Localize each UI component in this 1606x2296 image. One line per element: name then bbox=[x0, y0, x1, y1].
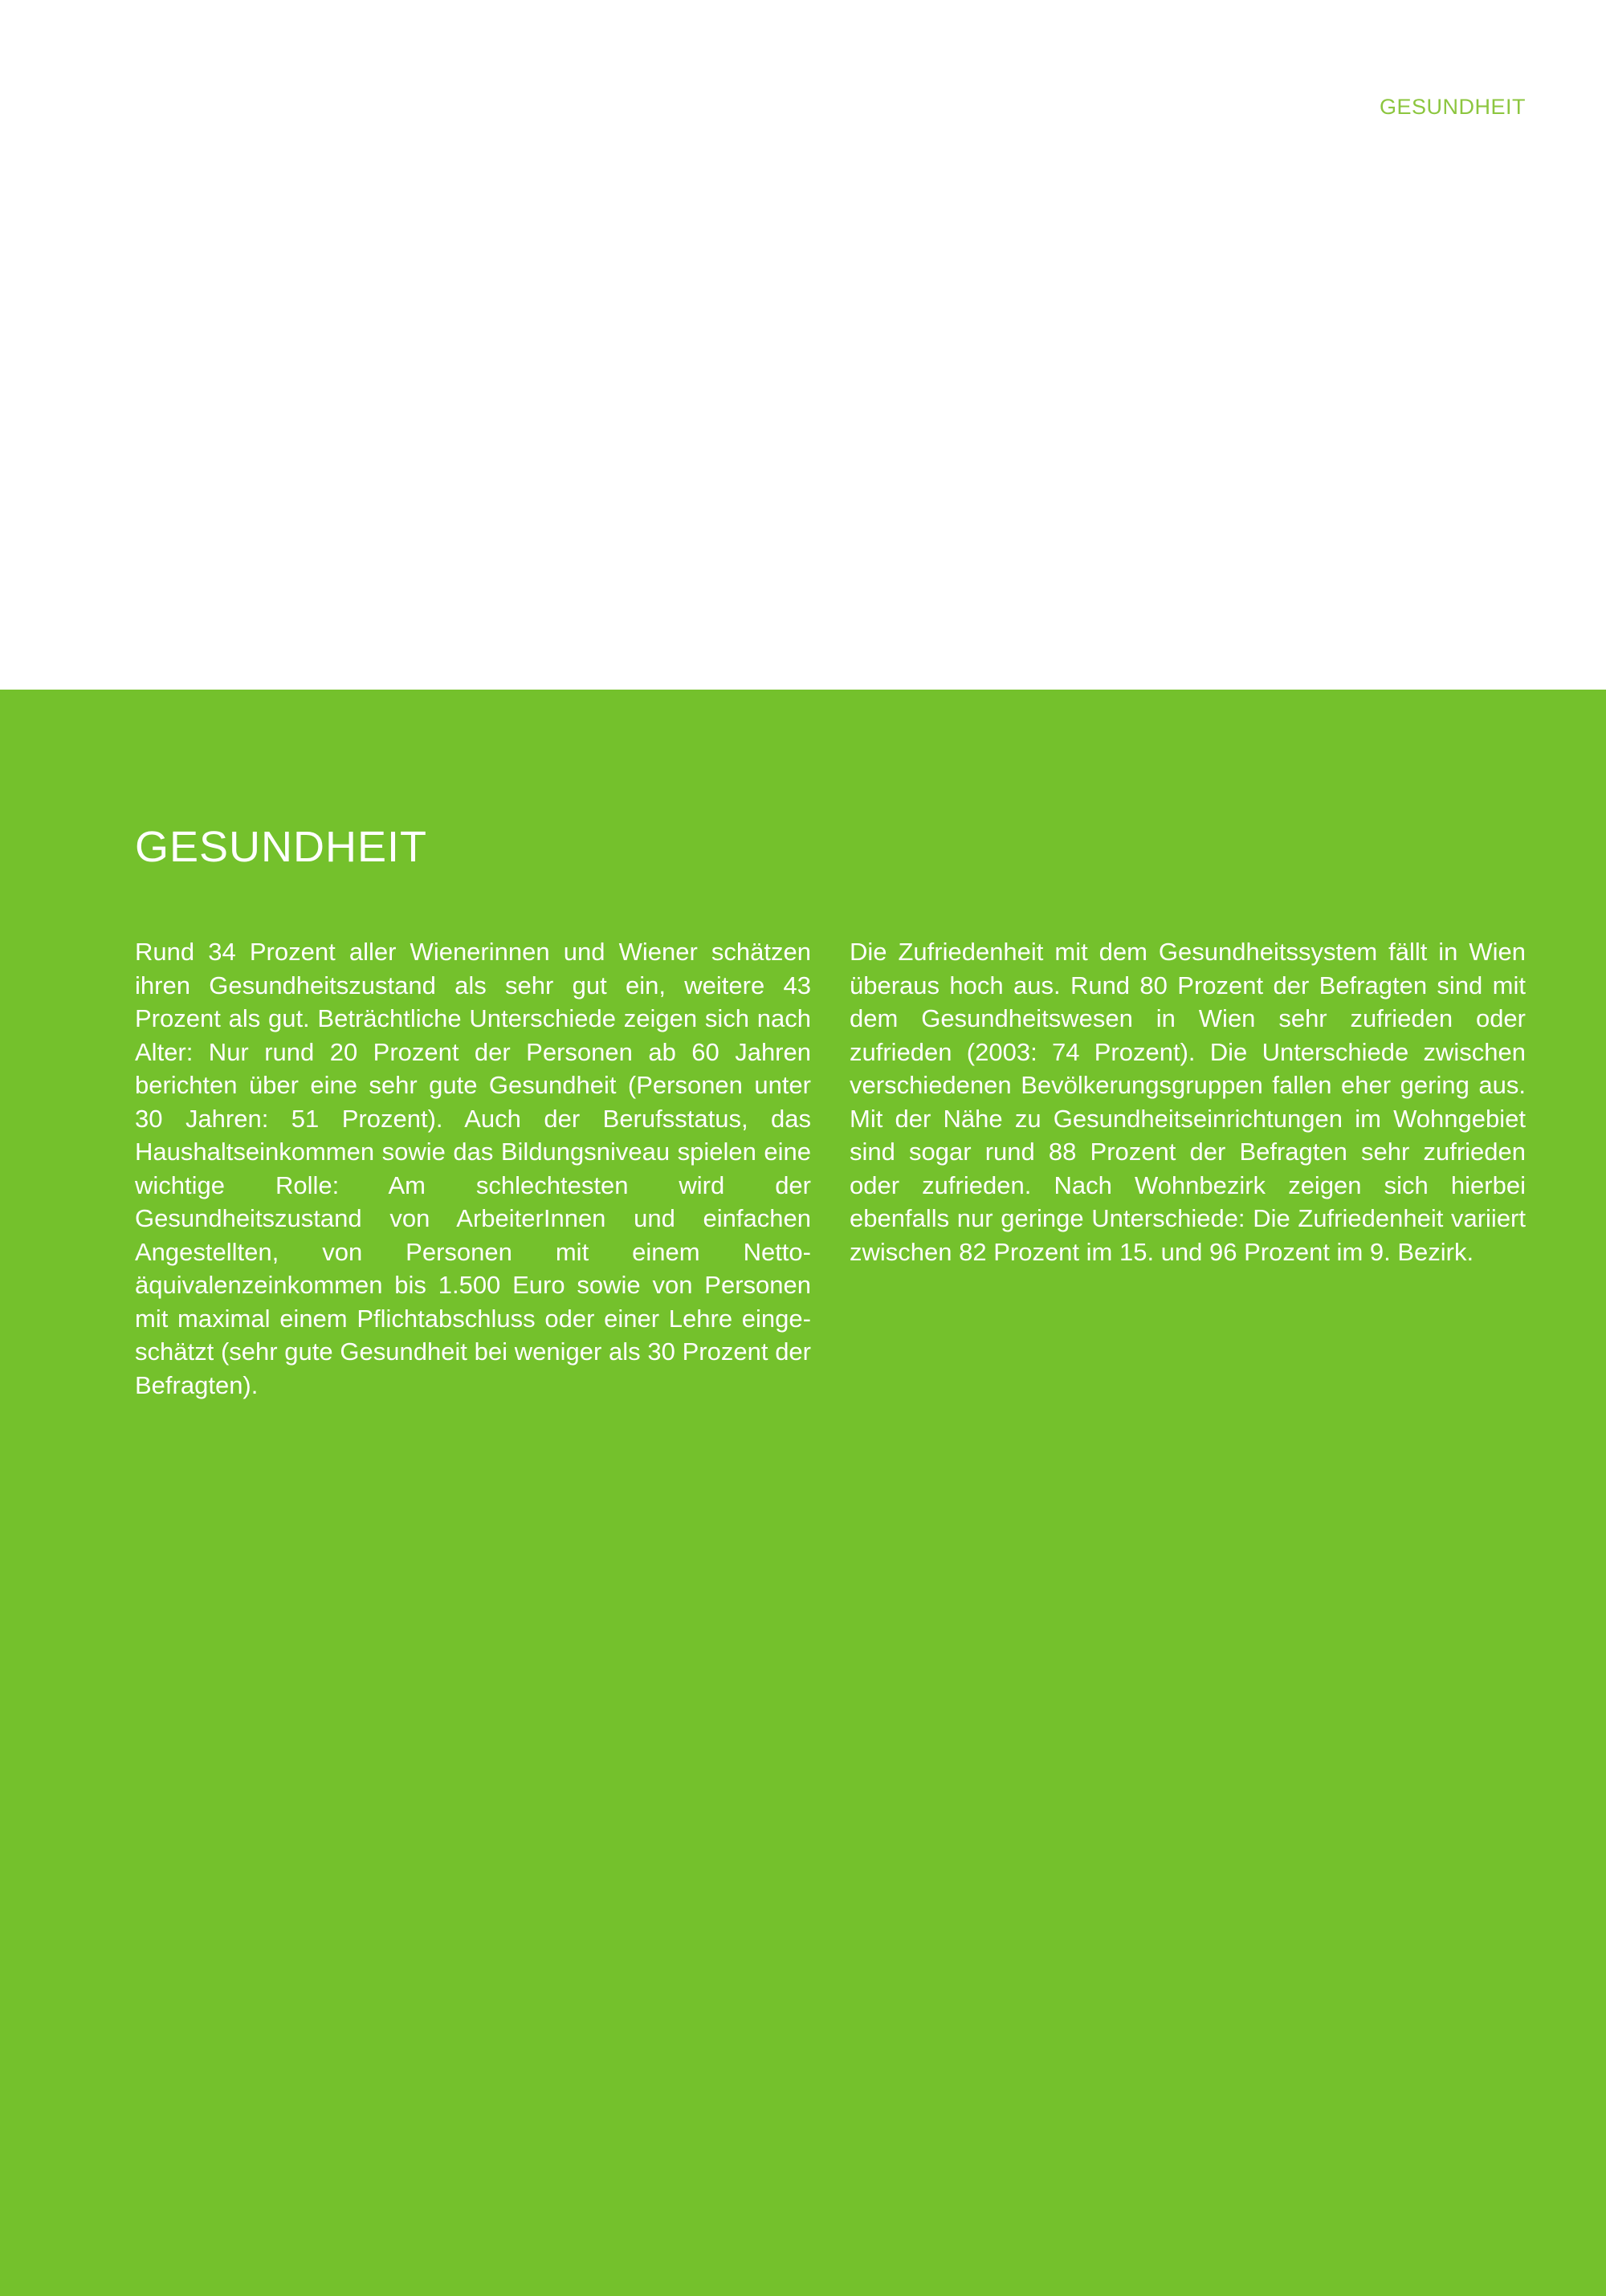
running-header: GESUNDHEIT bbox=[1379, 95, 1526, 119]
section-title: GESUNDHEIT bbox=[135, 823, 428, 871]
body-text-right-column: Die Zufriedenheit mit dem Gesundheitssystem fällt in Wien überaus hoch aus. Rund 80 Prozent der Befragten sind mit dem Gesundheitswesen in Wien sehr zufrieden oder zufrieden (2003: 74 Prozent). Die Unterschiede zwischen verschiedenen Bevölkerungsgruppen fallen eher gering aus. Mit der Nähe zu Gesundheitseinrichtungen im Wohngebiet sind sogar rund 88 Prozent der Befragten sehr zufrieden oder zufrieden. Nach Wohnbezirk zeigen sich hierbei ebenfalls nur geringe Unterschiede: Die Zufriedenheit variiert zwischen 82 Prozent im 15. und 96 Prozent im 9. Bezirk. bbox=[850, 938, 1526, 1266]
body-text-left-column: Rund 34 Prozent aller Wienerinnen und Wiener schätzen ihren Gesundheitszustand als sehr gut ein, weitere 43 Prozent als gut. Beträchtliche Unterschiede zeigen sich nach Alter: Nur rund 20 Prozent der Personen ab 60 Jahren berichten über eine sehr gute Gesundheit (Personen unter 30 Jahren: 51 Prozent). Auch der Berufsstatus, das Haushaltseinkommen sowie das Bildungsniveau spielen eine wichtige Rolle: Am schlechtesten wird der Gesundheitszustand von ArbeiterInnen und einfachen Angestellten, von Personen mit einem Nettoäquivalenzeinkommen bis 1.500 Euro sowie von Personen mit maximal einem Pflichtabschluss oder einer Lehre eingeschätzt (sehr gute Gesundheit bei weniger als 30 Prozent der Befragten). bbox=[135, 938, 811, 1399]
green-content-panel bbox=[0, 690, 1606, 2296]
